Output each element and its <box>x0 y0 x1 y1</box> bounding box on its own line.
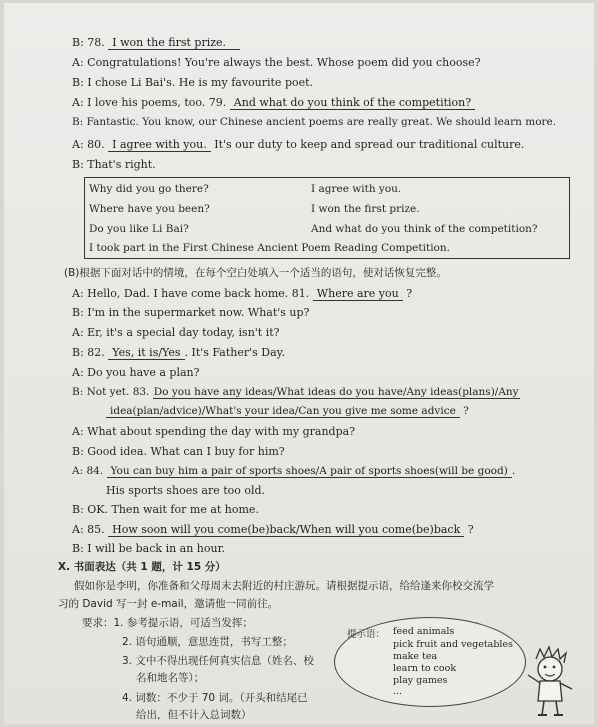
line-80: A: 80. I agree with you. It's our duty to keep and spread our traditional culture. <box>72 138 525 151</box>
answer-83-part2: idea(plan/advice)/What's your idea/Can you give me some advice <box>106 405 460 418</box>
word-box-item: And what do you think of the competition? <box>311 223 538 235</box>
word-box-item: I took part in the First Chinese Ancient Poem Reading Competition. <box>89 242 450 254</box>
line-right: B: That's right. <box>72 158 156 171</box>
requirement-2: 2. 语句通顺，意思连贯，书写工整； <box>122 636 293 648</box>
answer-84: You can buy him a pair of sports shoes/A pair of sports shoes(will be good) <box>107 465 512 478</box>
word-box-item: Why did you go there? <box>89 183 209 195</box>
hint-label: 提示语： <box>347 629 386 640</box>
answer-83-part1: Do you have any ideas/What ideas do you have/Any ideas(plans)/Any <box>153 386 519 398</box>
line-plan: A: Do you have a plan? <box>72 366 200 379</box>
requirement-3: 3. 文中不得出现任何真实信息（姓名、校 <box>122 655 314 667</box>
line-85: A: 85. How soon will you come(be)back/When will you come(be)back ? <box>72 523 474 536</box>
word-box <box>84 177 570 259</box>
hint-bubble <box>334 617 526 707</box>
line-chose: B: I chose Li Bai's. He is my favourite poet. <box>72 76 314 89</box>
answer-78: I won the first prize. <box>108 36 240 50</box>
line-super: B: I'm in the supermarket now. What's up? <box>72 306 310 319</box>
writing-prompt-line1: 假如你是李明，你准备和父母周末去附近的村庄游玩。请根据提示语，给给逢来你校交流学 <box>74 580 494 592</box>
requirement-4-cont: 给出，但不计入总词数） <box>136 709 252 721</box>
hint-item: pick fruit and vegetables <box>393 639 513 650</box>
answer-79: And what do you think of the competition? <box>230 96 475 110</box>
answer-80: I agree with you. <box>108 138 211 152</box>
line-81: A: Hello, Dad. I have come back home. 81. Where are you ? <box>72 287 413 300</box>
hint-item: feed animals <box>393 626 455 637</box>
answer-85: How soon will you come(be)back/When will you come(be)back <box>108 523 464 537</box>
line-congrats: A: Congratulations! You're always the best. Whose poem did you choose? <box>72 56 481 69</box>
answer-81: Where are you <box>313 287 403 301</box>
line-fantastic: B: Fantastic. You know, our Chinese ancient poems are really great. We should learn more. <box>72 116 557 128</box>
requirement-1: 要求：1. 参考提示语，可适当发挥； <box>82 617 253 629</box>
hint-item: ... <box>393 686 403 697</box>
writing-prompt-line2: 习的 David 写一封 e-mail，邀请他一同前往。 <box>58 598 279 610</box>
exam-page <box>4 3 594 724</box>
section-b-title: (B)根据下面对话中的情境，在每个空白处填入一个适当的语句，使对话恢复完整。 <box>64 267 447 279</box>
line-83-cont: idea(plan/advice)/What's your idea/Can you give me some advice ? <box>106 404 469 419</box>
line-hour: B: I will be back in an hour. <box>72 542 226 555</box>
line-old: His sports shoes are too old. <box>106 484 266 497</box>
line-ok: B: OK. Then wait for me at home. <box>72 503 259 516</box>
line-78: B: 78. I won the first prize. <box>72 35 240 50</box>
answer-82: Yes, it is/Yes <box>108 346 184 360</box>
line-79: A: I love his poems, too. 79. And what do you think of the competition? <box>72 95 475 110</box>
requirement-4: 4. 词数：不少于 70 词。（开头和结尾已 <box>122 692 308 704</box>
section-x-title: X. 书面表达（共 1 题，计 15 分） <box>58 561 226 573</box>
word-box-item: Where have you been? <box>89 203 210 215</box>
line-84: A: 84. You can buy him a pair of sports shoes/A pair of sports shoes(will be good) . <box>72 465 516 477</box>
line-grandpa: A: What about spending the day with my grandpa? <box>72 425 356 438</box>
hint-item: play games <box>393 675 448 686</box>
word-box-item: Do you like Li Bai? <box>89 223 189 235</box>
hint-item: make tea <box>393 651 438 662</box>
hint-item: learn to cook <box>393 663 457 674</box>
cartoon-boy-illustration <box>520 645 580 719</box>
line-good: B: Good idea. What can I buy for him? <box>72 445 285 458</box>
requirement-3-cont: 名和地名等）； <box>136 672 205 684</box>
line-83: B: Not yet. 83. Do you have any ideas/What ideas do you have/Any ideas(plans)/Any <box>72 386 519 398</box>
word-box-item: I won the first prize. <box>311 203 420 215</box>
line-special: A: Er, it's a special day today, isn't it? <box>72 326 280 339</box>
word-box-item: I agree with you. <box>311 183 402 195</box>
line-82: B: 82. Yes, it is/Yes . It's Father's Day. <box>72 346 285 359</box>
